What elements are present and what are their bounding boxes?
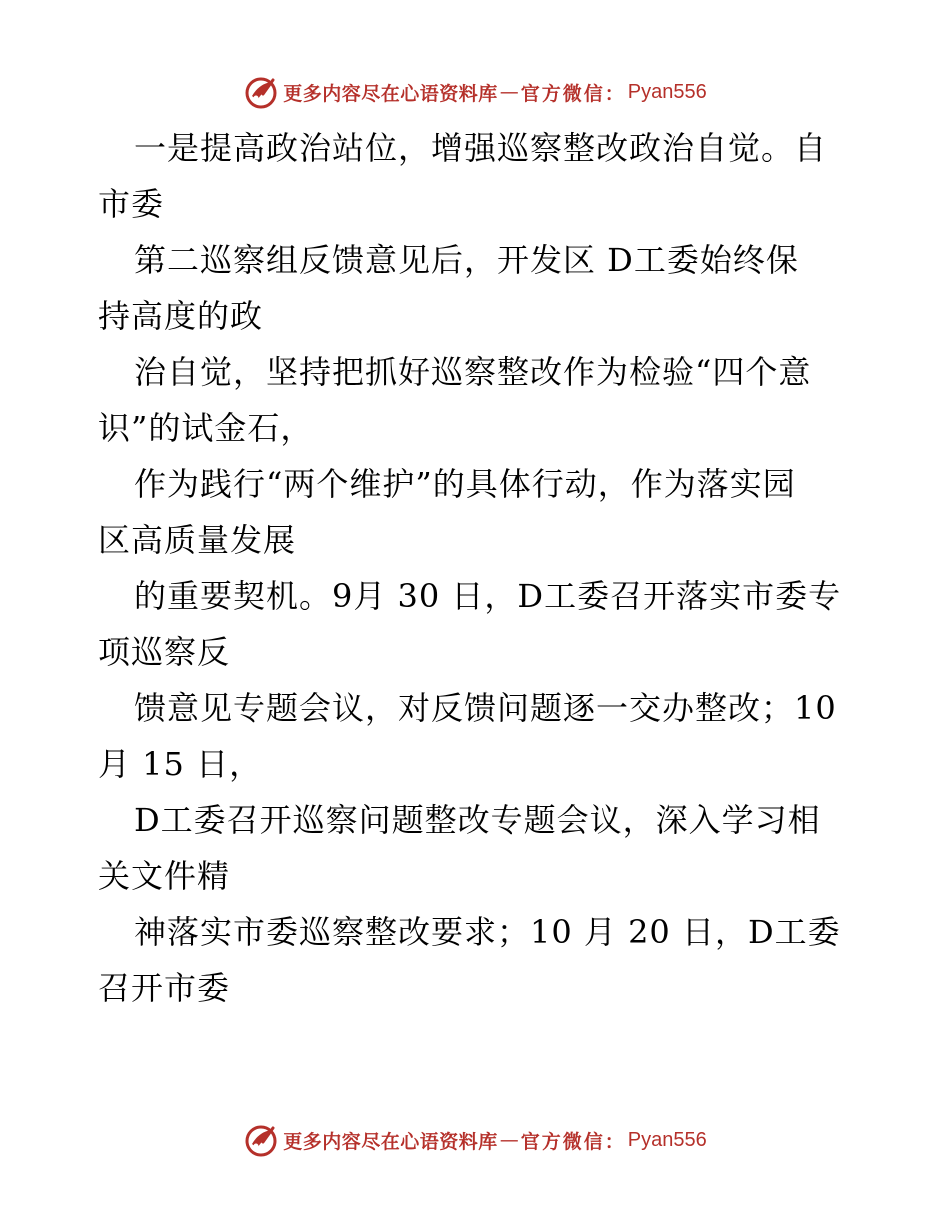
text-line: 区高质量发展 <box>98 521 297 559</box>
brand-logo-icon <box>243 74 279 110</box>
text-line: 的重要契机。9月 30 日，D工委召开落实市委专 <box>134 577 842 615</box>
text-line: 作为践行“两个维护”的具体行动，作为落实园 <box>134 465 796 503</box>
text-line: 神落实市委巡察整改要求；10 月 20 日，D工委 <box>134 913 841 951</box>
text-line: 治自觉，坚持把抓好巡察整改作为检验“四个意 <box>134 353 812 391</box>
header-watermark <box>0 72 950 112</box>
text-line: 识”的试金石， <box>98 409 314 447</box>
watermark-wechat-id: Pyan556 <box>627 80 707 103</box>
watermark-main-text: 更多内容尽在心语资料库 <box>283 1130 498 1153</box>
watermark-separator: — <box>499 81 519 103</box>
text-line: 持高度的政 <box>98 297 264 335</box>
text-line: 市委 <box>98 185 165 223</box>
text-line: 馈意见专题会议，对反馈问题逐一交办整改；10 <box>134 689 837 727</box>
text-line: 关文件精 <box>98 857 231 895</box>
text-line: 召开市委 <box>98 969 231 1007</box>
text-line: 一是提高政治站位，增强巡察整改政治自觉。自 <box>134 129 828 167</box>
text-line: D工委召开巡察问题整改专题会议，深入学习相 <box>134 801 821 839</box>
watermark-separator: — <box>499 1129 519 1151</box>
document-body <box>98 120 858 1016</box>
text-line: 月 15 日， <box>98 745 263 783</box>
text-line: 项巡察反 <box>98 633 231 671</box>
watermark-main-text: 更多内容尽在心语资料库 <box>283 82 498 105</box>
watermark-wechat-id: Pyan556 <box>627 1128 707 1151</box>
watermark-wechat-label: 官方微信： <box>520 1130 626 1153</box>
footer-watermark <box>0 1120 950 1160</box>
brand-logo-icon <box>243 1122 279 1158</box>
text-line: 第二巡察组反馈意见后，开发区 D工委始终保 <box>134 241 799 279</box>
watermark-wechat-label: 官方微信： <box>520 82 626 105</box>
